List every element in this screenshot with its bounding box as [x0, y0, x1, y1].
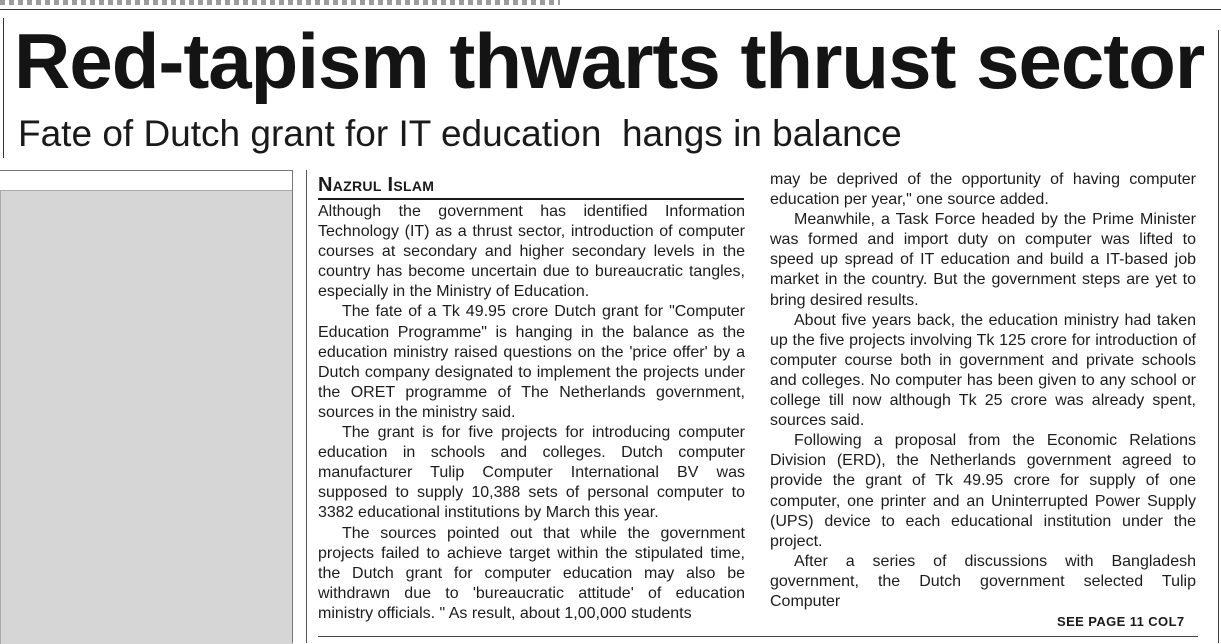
photo-placeholder [0, 190, 293, 644]
top-divider [0, 9, 1221, 10]
article-column-2 [770, 170, 1196, 612]
headline: Red-tapism thwarts thrust sector [14, 17, 1205, 105]
photo-frame-right [292, 170, 293, 643]
byline: Nazrul Islam [318, 172, 744, 200]
right-border [1218, 30, 1219, 643]
paragraph: The sources pointed out that while the government projects failed to achieve target within the stipulated time, the Dutch grant for computer education may also be withdrawn due to 'bureaucratic attitude' of education ministry officials. " As result, about 1,00,000 students [318, 524, 745, 622]
paragraph: About five years back, the education ministry had taken up the five projects involving Tk 125 crore for introduction of computer course both in government and private schools and colleges. No computer has been given to any school or college till now although Tk 25 crore was already spent, sources said. [770, 311, 1196, 430]
paragraph: The grant is for five projects for introducing computer education in schools and colleges. Dutch computer manufacturer Tulip Computer International BV was supposed to supply 10,388 sets of personal computer to 3382 educational institutions by March this year. [318, 424, 745, 522]
paragraph: Meanwhile, a Task Force headed by the Prime Minister was formed and import duty on computer was lifted to speed up spread of IT education and build a IT-based job market in the country. But the government steps are yet to bring desired results. [770, 211, 1196, 309]
subheadline: Fate of Dutch grant for IT education hangs in balance [18, 113, 902, 154]
bottom-divider [318, 636, 1198, 637]
column-divider [306, 170, 307, 643]
paragraph: may be deprived of the opportunity of having computer education per year," one source added. [770, 171, 1196, 209]
paragraph: Following a proposal from the Economic Relations Division (ERD), the Netherlands government agreed to provide the grant of Tk 49.95 crore for supply of one computer, one printer and an Uninterrupted Power Supply (UPS) device to each educational institution under the project. [770, 432, 1196, 550]
left-border [3, 18, 4, 158]
paragraph: The fate of a Tk 49.95 crore Dutch grant for "Computer Education Programme" is hanging in the balance as the education ministry raised questions on the 'price offer' by a Dutch company designated to implement the projects under the ORET programme of The Netherlands government, sources in the ministry said. [318, 303, 745, 421]
continuation-note: SEE PAGE 11 COL7 [1057, 614, 1185, 629]
masthead-strip [0, 0, 560, 5]
photo-frame-top [0, 170, 292, 171]
paragraph: Although the government has identified Information Technology (IT) as a thrust sector, introduction of computer courses at secondary and higher secondary levels in the country has become uncertain due to bureaucratic tangles, especially in the Ministry of Education. [318, 203, 745, 301]
paragraph: After a series of discussions with Bangladesh government, the Dutch government selected Tulip Computer [770, 552, 1196, 610]
article-column-1 [318, 202, 745, 624]
